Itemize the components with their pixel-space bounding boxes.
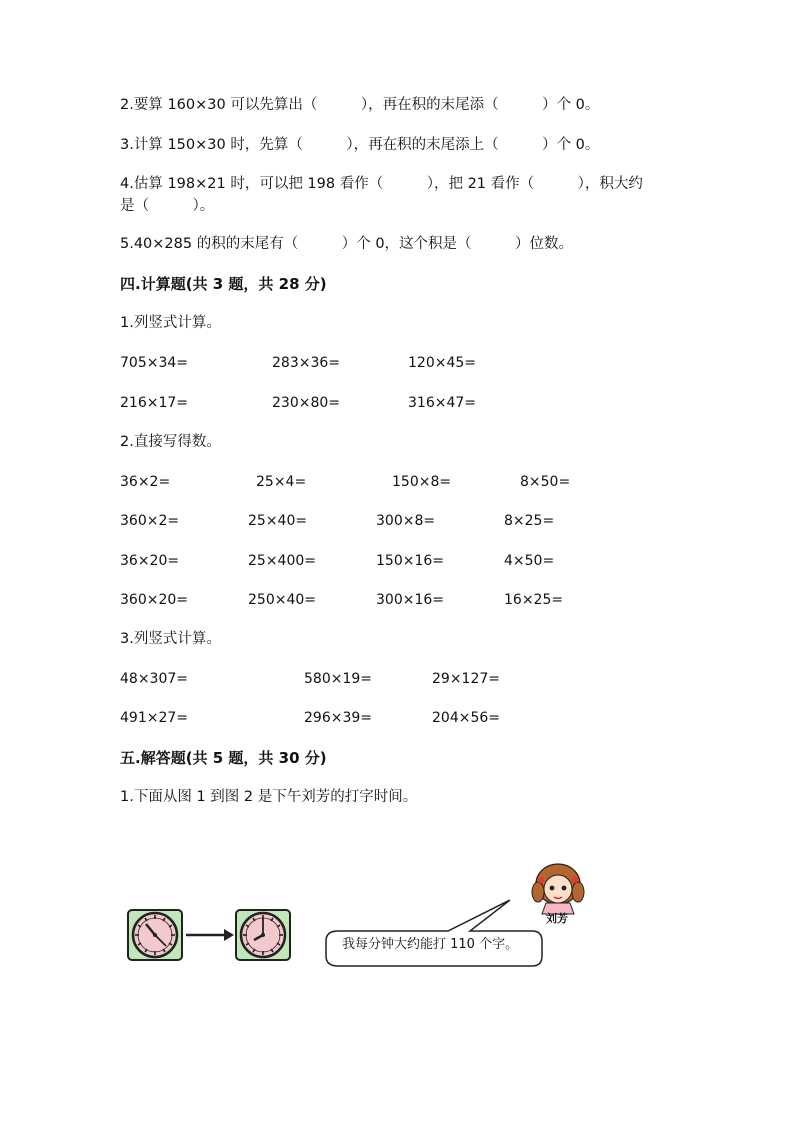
calc-item: 8×25= (504, 513, 555, 529)
calc-item: 8×50= (520, 474, 571, 490)
calc-item: 300×8= (376, 513, 436, 529)
calc-item: 120×45= (408, 355, 476, 371)
section-4-q3-title: 3.列竖式计算。 (120, 631, 221, 647)
calc-item: 230×80= (272, 395, 340, 411)
calc-item: 250×40= (248, 592, 316, 608)
calc-item: 36×20= (120, 553, 180, 569)
calc-item: 705×34= (120, 355, 188, 371)
question-4-text-line1: 4.估算 198×21 时，可以把 198 看作（ ），把 21 看作（ ），积大约 (120, 176, 643, 192)
section-4-title: 四.计算题(共 3 题，共 28 分) (120, 275, 327, 293)
calc-item: 36×2= (120, 474, 171, 490)
clock-2-icon (236, 910, 290, 960)
question-4-text-line2: 是（ ）。 (120, 198, 215, 214)
speech-bubble (326, 900, 542, 966)
calc-item: 25×40= (248, 513, 308, 529)
calc-item: 204×56= (432, 710, 500, 726)
calc-item: 216×17= (120, 395, 188, 411)
calc-item: 4×50= (504, 553, 555, 569)
calc-item: 580×19= (304, 671, 372, 687)
section-5-title: 五.解答题(共 5 题，共 30 分) (120, 749, 327, 767)
calc-item: 29×127= (432, 671, 500, 687)
question-5-text: 5.40×285 的积的末尾有（ ）个 0，这个积是（ ）位数。 (120, 236, 574, 252)
calc-item: 25×4= (256, 474, 307, 490)
section-4-q2-title: 2.直接写得数。 (120, 434, 221, 450)
calc-item: 491×27= (120, 710, 188, 726)
calc-item: 48×307= (120, 671, 188, 687)
girl-name-label: 刘芳 (546, 912, 568, 925)
calc-item: 283×36= (272, 355, 340, 371)
girl-character-icon (532, 864, 584, 914)
clock-1-icon (128, 910, 182, 960)
calc-item: 300×16= (376, 592, 444, 608)
calc-item: 25×400= (248, 553, 316, 569)
arrow-right-icon (186, 929, 234, 941)
calc-item: 150×16= (376, 553, 444, 569)
calc-item: 360×20= (120, 592, 188, 608)
calc-item: 16×25= (504, 592, 564, 608)
calc-item: 360×2= (120, 513, 180, 529)
question-2-text: 2.要算 160×30 可以先算出（ ），再在积的末尾添（ ）个 0。 (120, 97, 600, 113)
section-5-q1-title: 1.下面从图 1 到图 2 是下午刘芳的打字时间。 (120, 789, 418, 805)
calc-item: 296×39= (304, 710, 372, 726)
calc-item: 316×47= (408, 395, 476, 411)
calc-item: 150×8= (392, 474, 452, 490)
section-4-q1-title: 1.列竖式计算。 (120, 315, 221, 331)
speech-bubble-text: 我每分钟大约能打 110 个字。 (342, 937, 519, 952)
question-3-text: 3.计算 150×30 时，先算（ ），再在积的末尾添上（ ）个 0。 (120, 137, 600, 153)
